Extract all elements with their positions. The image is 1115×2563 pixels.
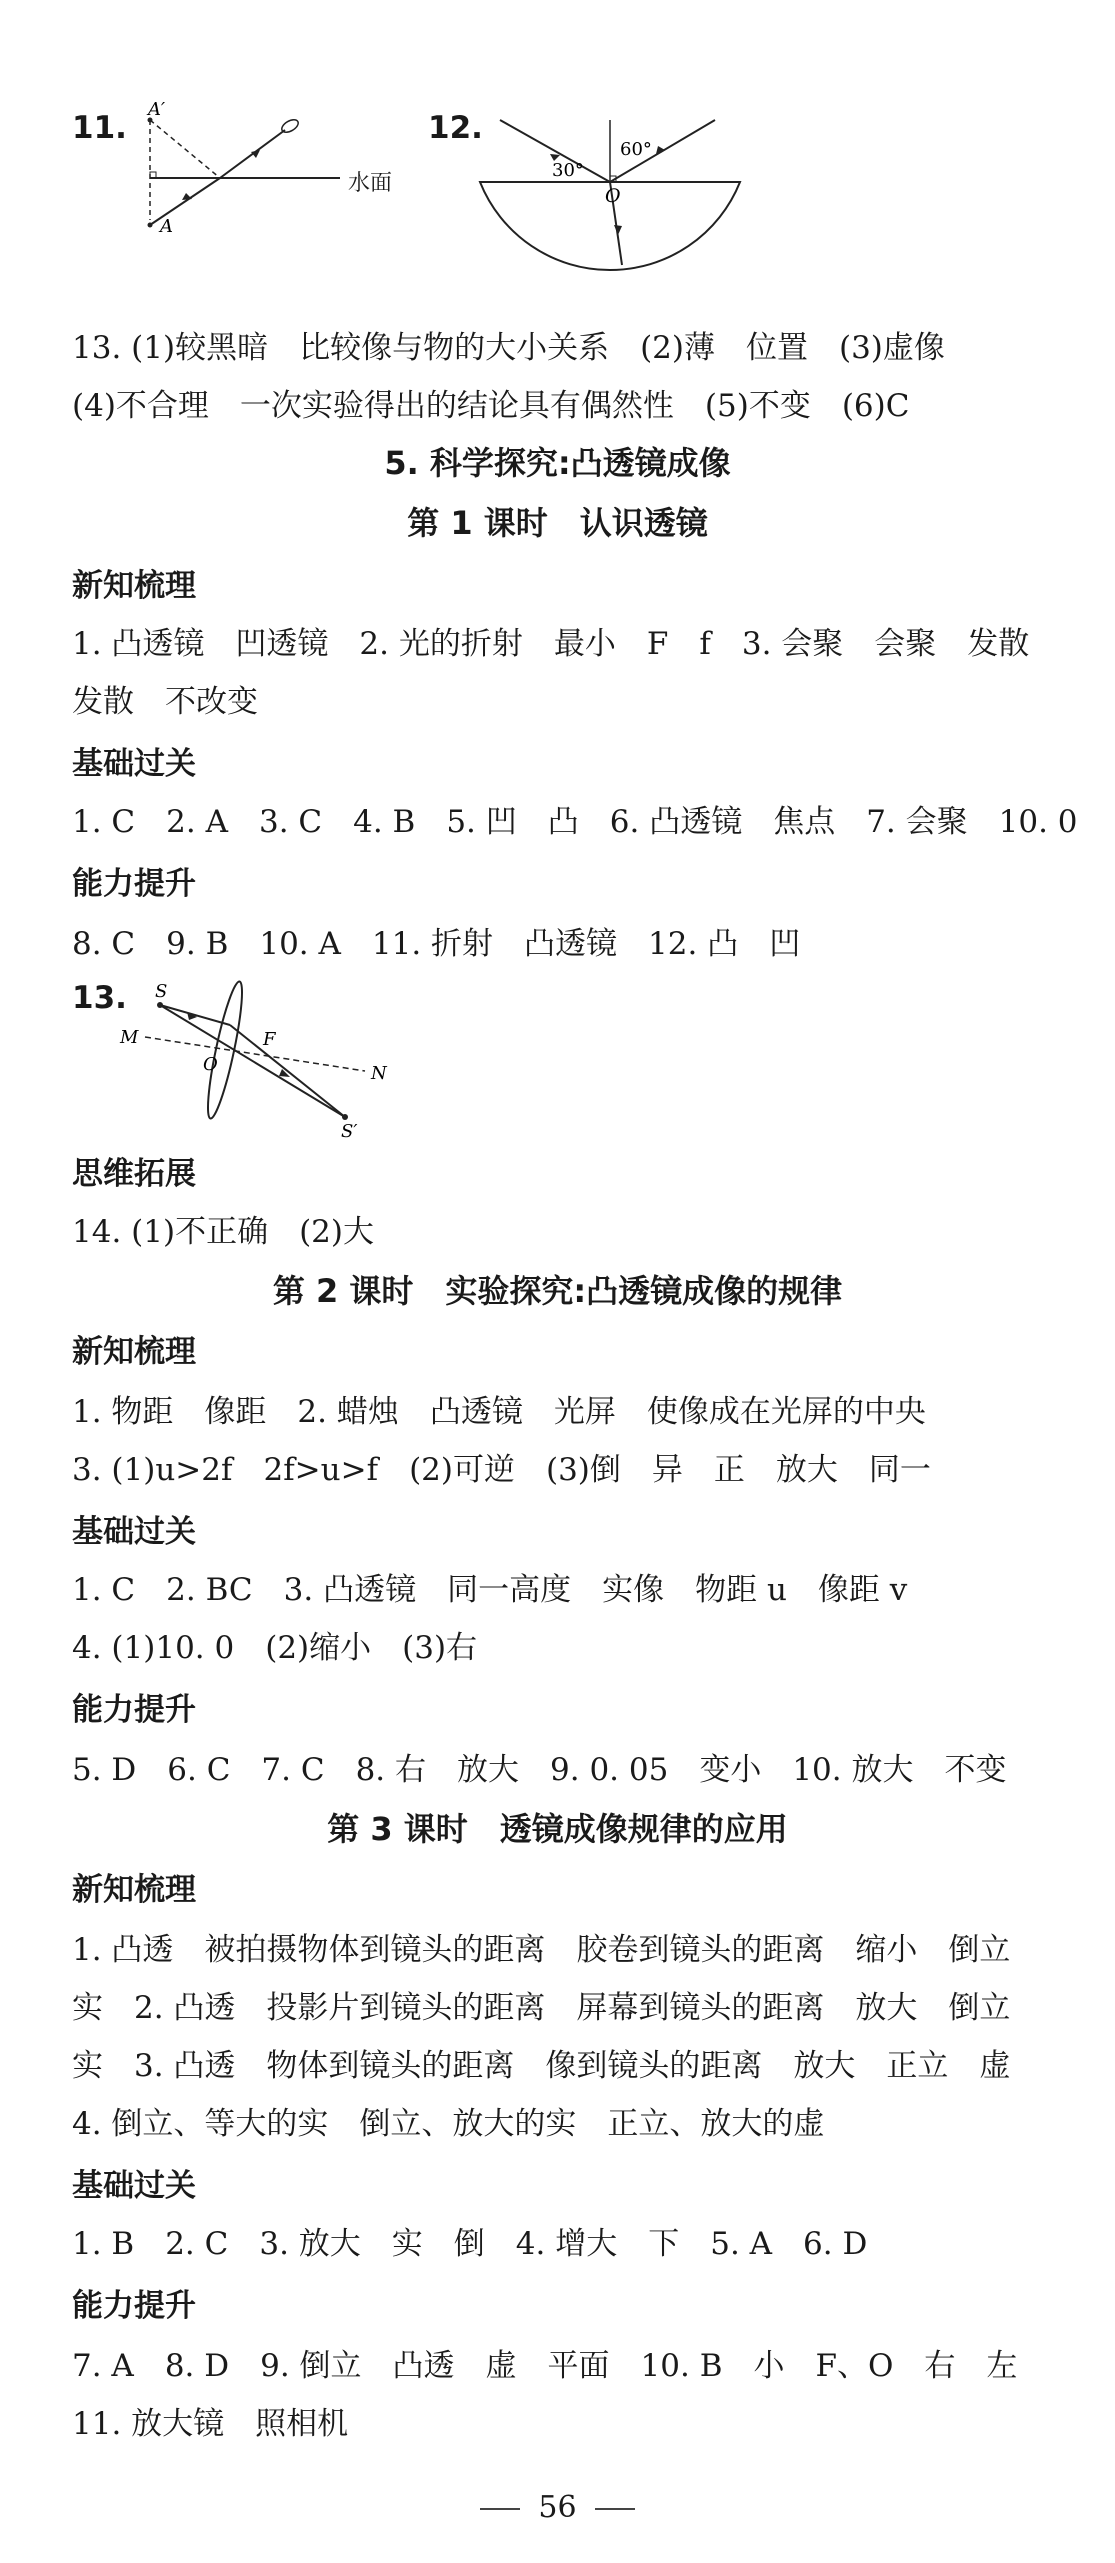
lesson2-xinzhi-line2: 3. (1)u>2f 2f>u>f (2)可逆 (3)倒 异 正 放大 同一 (72, 1452, 931, 1488)
q13-label-S: S (155, 981, 168, 1002)
figure-q13 (0, 975, 1115, 1145)
q13-label-S-prime: S′ (341, 1121, 358, 1142)
q12-number: 12. (428, 110, 483, 146)
lesson3-xinzhi-line3: 实 3. 凸透 物体到镜头的距离 像到镜头的距离 放大 正立 虚 (72, 2048, 1011, 2084)
figure-q12 (0, 100, 1115, 320)
lesson2-jichu-line2: 4. (1)10. 0 (2)缩小 (3)右 (72, 1630, 478, 1666)
q12-angle-60: 60° (620, 139, 652, 160)
lesson1-jichu-line1: 1. C 2. A 3. C 4. B 5. 凹 凸 6. 凸透镜 焦点 7. 会聚 10. 0 (72, 804, 1078, 840)
lesson1-title: 第 1 课时 认识透镜 (407, 504, 708, 542)
q13-label-O: O (203, 1054, 218, 1075)
lesson1-heading-xinzhi: 新知梳理 (72, 568, 196, 604)
lesson3-nengli-line2: 11. 放大镜 照相机 (72, 2406, 349, 2442)
q11-number: 11. (72, 110, 127, 146)
q11-water-label: 水面 (348, 171, 393, 196)
lesson2-heading-nengli: 能力提升 (72, 1692, 196, 1728)
lesson1-xinzhi-line1: 1. 凸透镜 凹透镜 2. 光的折射 最小 F f 3. 会聚 会聚 发散 (72, 626, 1030, 662)
lesson2-heading-jichu: 基础过关 (72, 1514, 196, 1550)
q11-label-A-prime: A′ (148, 100, 166, 120)
lesson2-jichu-line1: 1. C 2. BC 3. 凸透镜 同一高度 实像 物距 u 像距 v (72, 1572, 908, 1608)
lesson2-nengli-line1: 5. D 6. C 7. C 8. 右 放大 9. 0. 05 变小 10. 放大 不变 (72, 1752, 1007, 1788)
lesson3-title: 第 3 课时 透镜成像规律的应用 (327, 1810, 788, 1848)
lesson1-heading-nengli: 能力提升 (72, 866, 196, 902)
lesson1-nengli-line1: 8. C 9. B 10. A 11. 折射 凸透镜 12. 凸 凹 (72, 926, 801, 962)
lesson3-heading-xinzhi: 新知梳理 (72, 1872, 196, 1908)
lesson3-xinzhi-line4: 4. 倒立、等大的实 倒立、放大的实 正立、放大的虚 (72, 2106, 825, 2142)
q13-label-M: M (120, 1027, 139, 1048)
page-footer (0, 2490, 1115, 2525)
q12-angle-30: 30° (552, 160, 584, 181)
lesson3-heading-jichu: 基础过关 (72, 2168, 196, 2204)
lesson1-siwei-line1: 14. (1)不正确 (2)大 (72, 1214, 374, 1250)
lesson1-heading-siwei: 思维拓展 (72, 1156, 196, 1192)
page-number: 56 (538, 2490, 577, 2525)
lesson2-xinzhi-line1: 1. 物距 像距 2. 蜡烛 凸透镜 光屏 使像成在光屏的中央 (72, 1394, 926, 1430)
lesson3-heading-nengli: 能力提升 (72, 2288, 196, 2324)
lesson1-heading-jichu: 基础过关 (72, 746, 196, 782)
q13-answer-line2: (4)不合理 一次实验得出的结论具有偶然性 (5)不变 (6)C (72, 388, 910, 424)
q13-label-N: N (371, 1063, 387, 1084)
lesson3-nengli-line1: 7. A 8. D 9. 倒立 凸透 虚 平面 10. B 小 F、O 右 左 (72, 2348, 1018, 2384)
lesson3-jichu-line1: 1. B 2. C 3. 放大 实 倒 4. 增大 下 5. A 6. D (72, 2226, 868, 2262)
lesson3-xinzhi-line2: 实 2. 凸透 投影片到镜头的距离 屏幕到镜头的距离 放大 倒立 (72, 1990, 1011, 2026)
q13-answer-line1: 13. (1)较黑暗 比较像与物的大小关系 (2)薄 位置 (3)虚像 (72, 330, 945, 366)
q12-diagram (470, 100, 770, 330)
section-title: 5. 科学探究:凸透镜成像 (384, 444, 731, 482)
lesson3-xinzhi-line1: 1. 凸透 被拍摄物体到镜头的距离 胶卷到镜头的距离 缩小 倒立 (72, 1932, 1011, 1968)
q13-diagram (115, 975, 435, 1145)
q13-label-F: F (263, 1029, 276, 1050)
q12-label-O: O (605, 185, 621, 207)
lesson2-title: 第 2 课时 实验探究:凸透镜成像的规律 (272, 1272, 843, 1310)
q13-number: 13. (72, 980, 127, 1016)
lesson1-xinzhi-line2: 发散 不改变 (72, 684, 258, 720)
lesson2-heading-xinzhi: 新知梳理 (72, 1334, 196, 1370)
q11-label-A: A (160, 216, 173, 237)
